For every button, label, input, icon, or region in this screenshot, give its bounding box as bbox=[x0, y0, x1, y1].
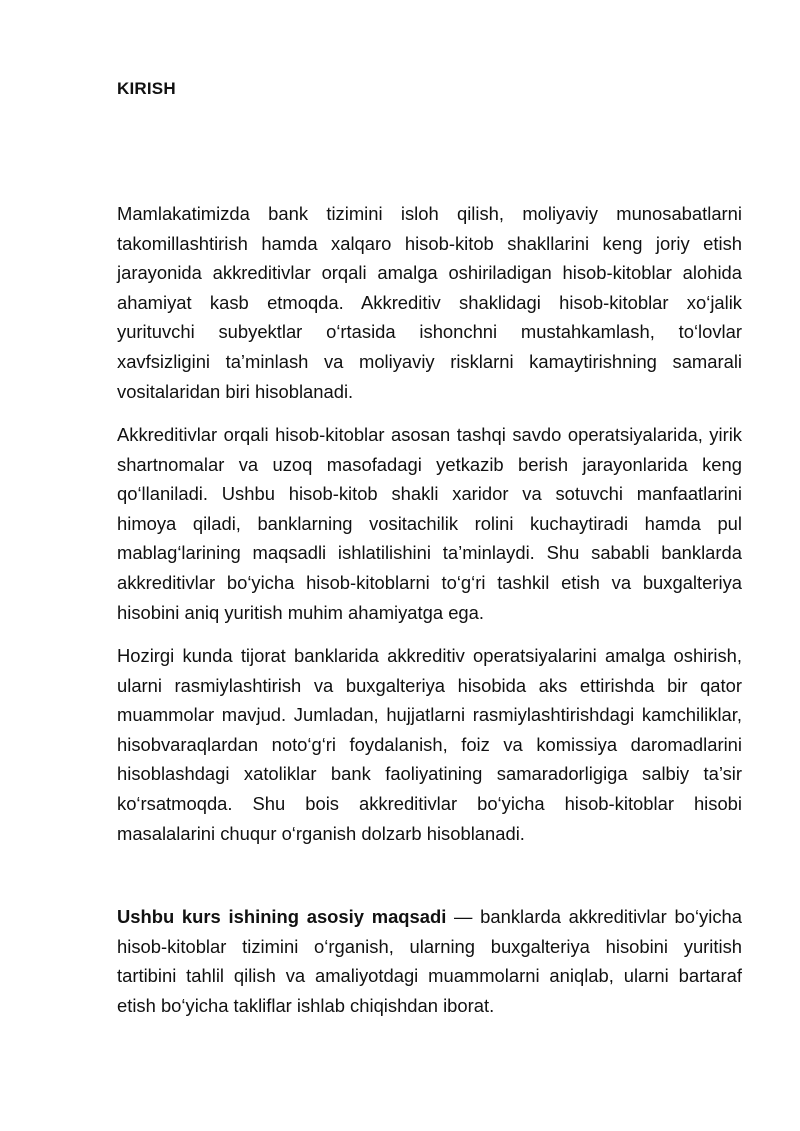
intro-paragraph-3: Hozirgi kunda tijorat banklarida akkreditiv operatsiyalarini amalga oshirish, ularni rasmiylashtirish va buxgalteriya hisobida aks ettirishda bir qator muammolar mavjud. Jumladan, hujjatlarni rasmiylashtirishdagi kamchiliklar, hisobvaraqlardan noto‘g‘ri foydalanish, foiz va komissiya daromadlarini hisoblashdagi xatoliklar bank faoliyatining samaradorligiga salbiy ta’sir ko‘rsatmoqda. Shu bois akkreditivlar bo‘yicha hisob-kitoblar hisobi masalalarini chuqur o‘rganish dolzarb hisoblanadi. bbox=[117, 645, 742, 844]
goal-text: — banklarda akkreditivlar bo‘yicha hisob-kitoblar tizimini o‘rganish, ularning buxgalteriya hisobini yuritish tartibini tahlil qilish va amaliyotdagi muammolarni aniqlab, ularni bartaraf etish bo‘yicha takliflar ishlab chiqishdan iborat. bbox=[117, 906, 742, 1016]
section-heading: KIRISH bbox=[117, 79, 176, 98]
intro-paragraph-1: Mamlakatimizda bank tizimini isloh qilish, moliyaviy munosabatlarni takomillashtirish hamda xalqaro hisob-kitob shakllarini keng joriy etish jarayonida akkreditivlar orqali amalga oshiriladigan hisob-kitoblar alohida ahamiyat kasb etmoqda. Akkreditiv shaklidagi hisob-kitoblar xo‘jalik yurituvchi subyektlar o‘rtasida ishonchni mustahkamlash, to‘lovlar xavfsizligini ta’minlash va moliyaviy risklarni kamaytirishning samarali vositalaridan biri hisoblanadi. bbox=[117, 203, 742, 402]
goal-lead: Ushbu kurs ishining asosiy maqsadi bbox=[117, 906, 447, 927]
intro-paragraph-2: Akkreditivlar orqali hisob-kitoblar asosan tashqi savdo operatsiyalarida, yirik shartnomalar va uzoq masofadagi yetkazib berish jarayonlarida keng qo‘llaniladi. Ushbu hisob-kitob shakli xaridor va sotuvchi manfaatlarini himoya qiladi, banklarning vositachilik rolini kuchaytiradi hamda pul mablag‘larining maqsadli ishlatilishini ta’minlaydi. Shu sababli banklarda akkreditivlar bo‘yicha hisob-kitoblarni to‘g‘ri tashkil etish va buxgalteriya hisobini aniq yuritish muhim ahamiyatga ega. bbox=[117, 424, 742, 623]
goal-paragraph bbox=[117, 902, 742, 1020]
